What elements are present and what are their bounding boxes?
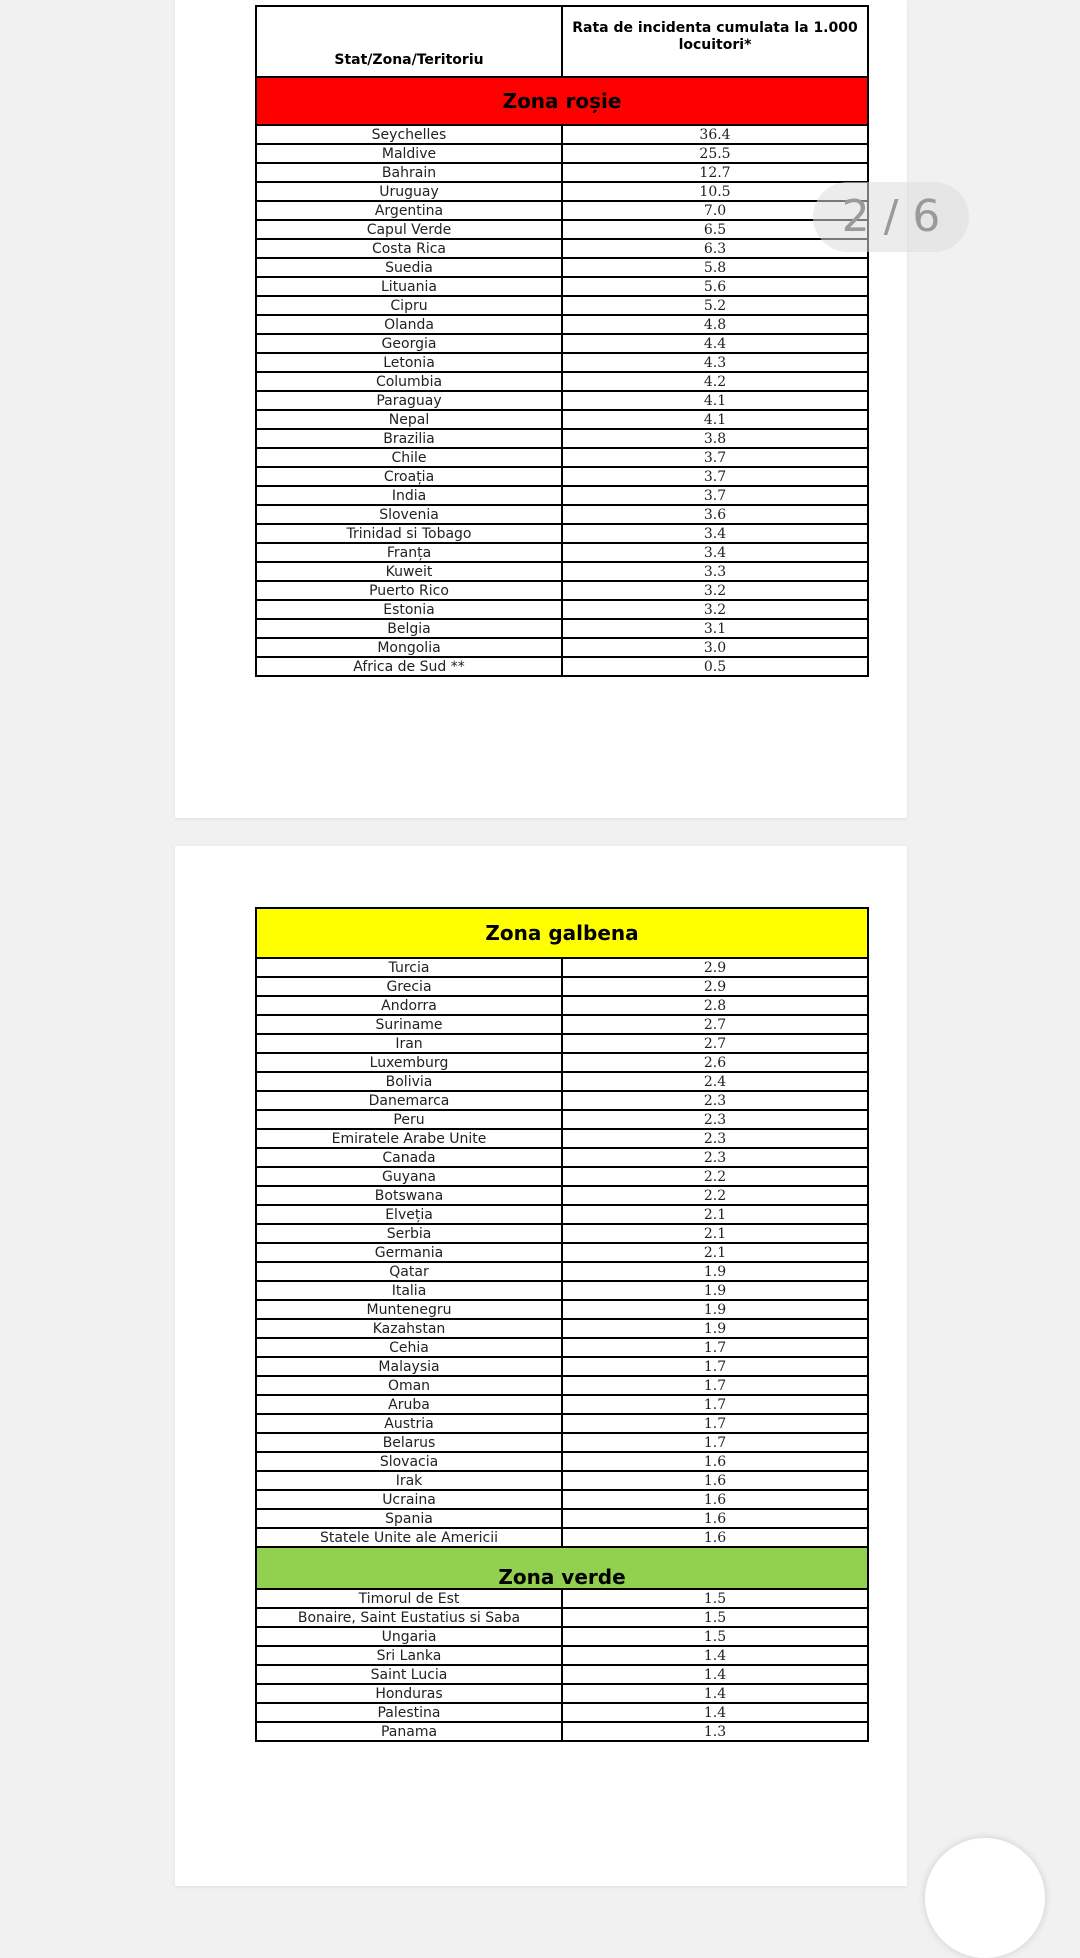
country-cell: Turcia bbox=[256, 958, 562, 977]
country-cell: Serbia bbox=[256, 1224, 562, 1243]
country-cell: Oman bbox=[256, 1376, 562, 1395]
table-row bbox=[256, 1072, 868, 1091]
table-row bbox=[256, 1300, 868, 1319]
country-cell: Austria bbox=[256, 1414, 562, 1433]
table-row bbox=[256, 581, 868, 600]
table-row bbox=[256, 125, 868, 144]
table-row bbox=[256, 1129, 868, 1148]
country-cell: Slovenia bbox=[256, 505, 562, 524]
rate-cell: 1.7 bbox=[562, 1433, 868, 1452]
country-cell: Emiratele Arabe Unite bbox=[256, 1129, 562, 1148]
country-cell: Italia bbox=[256, 1281, 562, 1300]
country-cell: Slovacia bbox=[256, 1452, 562, 1471]
rate-cell: 4.8 bbox=[562, 315, 868, 334]
table-row bbox=[256, 1414, 868, 1433]
zone-green-header bbox=[256, 1547, 868, 1589]
country-cell: Letonia bbox=[256, 353, 562, 372]
table-row bbox=[256, 977, 868, 996]
table-row bbox=[256, 1722, 868, 1741]
country-cell: Palestina bbox=[256, 1703, 562, 1722]
table-row bbox=[256, 163, 868, 182]
table-row bbox=[256, 524, 868, 543]
rate-cell: 2.3 bbox=[562, 1148, 868, 1167]
country-cell: Spania bbox=[256, 1509, 562, 1528]
rate-cell: 2.6 bbox=[562, 1053, 868, 1072]
table-row bbox=[256, 1646, 868, 1665]
rate-cell: 3.7 bbox=[562, 467, 868, 486]
header-country-column: Stat/Zona/Teritoriu bbox=[256, 6, 562, 77]
country-cell: Lituania bbox=[256, 277, 562, 296]
table-row bbox=[256, 353, 868, 372]
country-cell: Africa de Sud ** bbox=[256, 657, 562, 676]
rate-cell: 3.2 bbox=[562, 581, 868, 600]
country-cell: Canada bbox=[256, 1148, 562, 1167]
table-row bbox=[256, 619, 868, 638]
rate-cell: 1.4 bbox=[562, 1703, 868, 1722]
table-row bbox=[256, 505, 868, 524]
country-cell: Costa Rica bbox=[256, 239, 562, 258]
table-row bbox=[256, 996, 868, 1015]
table-row bbox=[256, 1091, 868, 1110]
table-row bbox=[256, 315, 868, 334]
rate-cell: 2.2 bbox=[562, 1186, 868, 1205]
rate-cell: 6.5 bbox=[562, 220, 868, 239]
table-row bbox=[256, 1319, 868, 1338]
table-row bbox=[256, 1490, 868, 1509]
country-cell: Muntenegru bbox=[256, 1300, 562, 1319]
country-cell: Bolivia bbox=[256, 1072, 562, 1091]
rate-cell: 2.8 bbox=[562, 996, 868, 1015]
document-page-2 bbox=[175, 0, 907, 818]
table-row bbox=[256, 1589, 868, 1608]
rate-cell: 6.3 bbox=[562, 239, 868, 258]
country-cell: Belarus bbox=[256, 1433, 562, 1452]
table-row bbox=[256, 467, 868, 486]
rate-cell: 2.7 bbox=[562, 1015, 868, 1034]
rate-cell: 1.4 bbox=[562, 1665, 868, 1684]
country-cell: Peru bbox=[256, 1110, 562, 1129]
rate-cell: 1.9 bbox=[562, 1300, 868, 1319]
table-row bbox=[256, 1528, 868, 1547]
rate-cell: 3.0 bbox=[562, 638, 868, 657]
table-row bbox=[256, 1703, 868, 1722]
rate-cell: 2.2 bbox=[562, 1167, 868, 1186]
table-row bbox=[256, 543, 868, 562]
country-cell: Timorul de Est bbox=[256, 1589, 562, 1608]
rate-cell: 1.7 bbox=[562, 1357, 868, 1376]
country-cell: Uruguay bbox=[256, 182, 562, 201]
table-row bbox=[256, 1395, 868, 1414]
table-row bbox=[256, 1205, 868, 1224]
country-cell: Croația bbox=[256, 467, 562, 486]
country-cell: Honduras bbox=[256, 1684, 562, 1703]
rate-cell: 2.3 bbox=[562, 1129, 868, 1148]
rate-cell: 4.1 bbox=[562, 391, 868, 410]
country-cell: Seychelles bbox=[256, 125, 562, 144]
country-cell: Suriname bbox=[256, 1015, 562, 1034]
table-row bbox=[256, 144, 868, 163]
country-cell: Ungaria bbox=[256, 1627, 562, 1646]
country-cell: Sri Lanka bbox=[256, 1646, 562, 1665]
rate-cell: 1.4 bbox=[562, 1684, 868, 1703]
country-cell: Nepal bbox=[256, 410, 562, 429]
rate-cell: 3.2 bbox=[562, 600, 868, 619]
country-cell: Botswana bbox=[256, 1186, 562, 1205]
table-row bbox=[256, 410, 868, 429]
table-row bbox=[256, 391, 868, 410]
table-row bbox=[256, 1224, 868, 1243]
table-row bbox=[256, 1034, 868, 1053]
country-cell: Iran bbox=[256, 1034, 562, 1053]
rate-cell: 2.3 bbox=[562, 1091, 868, 1110]
floating-action-button[interactable] bbox=[925, 1838, 1045, 1958]
page-indicator: 2 / 6 bbox=[813, 182, 969, 252]
country-cell: Cehia bbox=[256, 1338, 562, 1357]
rate-cell: 3.4 bbox=[562, 524, 868, 543]
rate-cell: 1.4 bbox=[562, 1646, 868, 1665]
table-row bbox=[256, 1186, 868, 1205]
rate-cell: 1.7 bbox=[562, 1395, 868, 1414]
country-cell: Chile bbox=[256, 448, 562, 467]
table-row bbox=[256, 1684, 868, 1703]
rate-cell: 0.5 bbox=[562, 657, 868, 676]
rate-cell: 1.9 bbox=[562, 1319, 868, 1338]
country-cell: Belgia bbox=[256, 619, 562, 638]
country-cell: Estonia bbox=[256, 600, 562, 619]
country-cell: Saint Lucia bbox=[256, 1665, 562, 1684]
table-row bbox=[256, 1015, 868, 1034]
table-row bbox=[256, 486, 868, 505]
country-cell: Germania bbox=[256, 1243, 562, 1262]
country-cell: Elveția bbox=[256, 1205, 562, 1224]
table-row bbox=[256, 1357, 868, 1376]
table-row bbox=[256, 638, 868, 657]
rate-cell: 1.7 bbox=[562, 1338, 868, 1357]
rate-cell: 12.7 bbox=[562, 163, 868, 182]
country-cell: Brazilia bbox=[256, 429, 562, 448]
rate-cell: 25.5 bbox=[562, 144, 868, 163]
table-row bbox=[256, 201, 868, 220]
rate-cell: 1.5 bbox=[562, 1608, 868, 1627]
rate-cell: 5.8 bbox=[562, 258, 868, 277]
country-cell: Statele Unite ale Americii bbox=[256, 1528, 562, 1547]
table-row bbox=[256, 1148, 868, 1167]
table-row bbox=[256, 657, 868, 676]
country-cell: Cipru bbox=[256, 296, 562, 315]
country-cell: Qatar bbox=[256, 1262, 562, 1281]
rate-cell: 1.6 bbox=[562, 1452, 868, 1471]
country-cell: Guyana bbox=[256, 1167, 562, 1186]
rate-cell: 3.7 bbox=[562, 448, 868, 467]
country-cell: Kazahstan bbox=[256, 1319, 562, 1338]
table-row bbox=[256, 296, 868, 315]
table-row bbox=[256, 1053, 868, 1072]
rate-cell: 1.7 bbox=[562, 1414, 868, 1433]
country-cell: Kuweit bbox=[256, 562, 562, 581]
table-row bbox=[256, 1665, 868, 1684]
country-cell: Malaysia bbox=[256, 1357, 562, 1376]
zones-table-page-2 bbox=[255, 907, 869, 1742]
country-cell: Georgia bbox=[256, 334, 562, 353]
rate-cell: 2.1 bbox=[562, 1205, 868, 1224]
country-cell: Ucraina bbox=[256, 1490, 562, 1509]
table-row bbox=[256, 1167, 868, 1186]
table-row bbox=[256, 448, 868, 467]
rate-cell: 4.4 bbox=[562, 334, 868, 353]
rate-cell: 3.7 bbox=[562, 486, 868, 505]
table-row bbox=[256, 562, 868, 581]
country-cell: Suedia bbox=[256, 258, 562, 277]
rate-cell: 2.4 bbox=[562, 1072, 868, 1091]
rate-cell: 5.6 bbox=[562, 277, 868, 296]
rate-cell: 1.9 bbox=[562, 1281, 868, 1300]
table-row bbox=[256, 1281, 868, 1300]
country-cell: Capul Verde bbox=[256, 220, 562, 239]
country-cell: Columbia bbox=[256, 372, 562, 391]
rate-cell: 3.6 bbox=[562, 505, 868, 524]
country-cell: Franța bbox=[256, 543, 562, 562]
country-cell: Puerto Rico bbox=[256, 581, 562, 600]
table-row bbox=[256, 1608, 868, 1627]
rate-cell: 1.3 bbox=[562, 1722, 868, 1741]
rate-cell: 1.5 bbox=[562, 1589, 868, 1608]
rate-cell: 1.6 bbox=[562, 1471, 868, 1490]
table-row bbox=[256, 429, 868, 448]
rate-cell: 1.9 bbox=[562, 1262, 868, 1281]
country-cell: Aruba bbox=[256, 1395, 562, 1414]
rate-cell: 1.7 bbox=[562, 1376, 868, 1395]
zone-yellow-header bbox=[256, 908, 868, 958]
zone-green-title: Zona verde bbox=[256, 1547, 868, 1589]
rate-cell: 3.3 bbox=[562, 562, 868, 581]
zone-red-header bbox=[256, 77, 868, 125]
rate-cell: 2.1 bbox=[562, 1224, 868, 1243]
country-cell: Luxemburg bbox=[256, 1053, 562, 1072]
rate-cell: 2.9 bbox=[562, 977, 868, 996]
header-rate-column: Rata de incidenta cumulata la 1.000 locuitori* bbox=[562, 6, 868, 77]
rate-cell: 1.6 bbox=[562, 1490, 868, 1509]
table-row bbox=[256, 1110, 868, 1129]
rate-cell: 4.3 bbox=[562, 353, 868, 372]
country-cell: Olanda bbox=[256, 315, 562, 334]
zone-red-title: Zona roșie bbox=[256, 77, 868, 125]
country-cell: Grecia bbox=[256, 977, 562, 996]
table-row bbox=[256, 958, 868, 977]
document-page-3 bbox=[175, 846, 907, 1886]
country-cell: Danemarca bbox=[256, 1091, 562, 1110]
table-row bbox=[256, 1452, 868, 1471]
country-cell: Bonaire, Saint Eustatius si Saba bbox=[256, 1608, 562, 1627]
table-row bbox=[256, 1433, 868, 1452]
table-row bbox=[256, 1338, 868, 1357]
country-cell: Maldive bbox=[256, 144, 562, 163]
rate-cell: 2.3 bbox=[562, 1110, 868, 1129]
country-cell: Panama bbox=[256, 1722, 562, 1741]
table-row bbox=[256, 258, 868, 277]
table-row bbox=[256, 239, 868, 258]
rate-cell: 1.5 bbox=[562, 1627, 868, 1646]
rate-cell: 5.2 bbox=[562, 296, 868, 315]
table-row bbox=[256, 1243, 868, 1262]
rate-cell: 36.4 bbox=[562, 125, 868, 144]
country-cell: Mongolia bbox=[256, 638, 562, 657]
rate-cell: 3.1 bbox=[562, 619, 868, 638]
country-cell: India bbox=[256, 486, 562, 505]
country-cell: Irak bbox=[256, 1471, 562, 1490]
table-row bbox=[256, 277, 868, 296]
rate-cell: 2.1 bbox=[562, 1243, 868, 1262]
rate-cell: 10.5 bbox=[562, 182, 868, 201]
country-cell: Trinidad si Tobago bbox=[256, 524, 562, 543]
zones-table-page-1 bbox=[255, 5, 869, 677]
rate-cell: 3.4 bbox=[562, 543, 868, 562]
table-row bbox=[256, 334, 868, 353]
rate-cell: 2.7 bbox=[562, 1034, 868, 1053]
rate-cell: 7.0 bbox=[562, 201, 868, 220]
rate-cell: 4.2 bbox=[562, 372, 868, 391]
country-cell: Bahrain bbox=[256, 163, 562, 182]
table-row bbox=[256, 1262, 868, 1281]
table-row bbox=[256, 220, 868, 239]
table-row bbox=[256, 1376, 868, 1395]
rate-cell: 3.8 bbox=[562, 429, 868, 448]
rate-cell: 1.6 bbox=[562, 1509, 868, 1528]
table-header-row bbox=[256, 6, 868, 77]
country-cell: Paraguay bbox=[256, 391, 562, 410]
zone-yellow-title: Zona galbena bbox=[256, 908, 868, 958]
rate-cell: 2.9 bbox=[562, 958, 868, 977]
table-row bbox=[256, 1509, 868, 1528]
table-row bbox=[256, 1627, 868, 1646]
country-cell: Argentina bbox=[256, 201, 562, 220]
table-row bbox=[256, 182, 868, 201]
country-cell: Andorra bbox=[256, 996, 562, 1015]
table-row bbox=[256, 372, 868, 391]
table-row bbox=[256, 600, 868, 619]
rate-cell: 4.1 bbox=[562, 410, 868, 429]
table-row bbox=[256, 1471, 868, 1490]
rate-cell: 1.6 bbox=[562, 1528, 868, 1547]
